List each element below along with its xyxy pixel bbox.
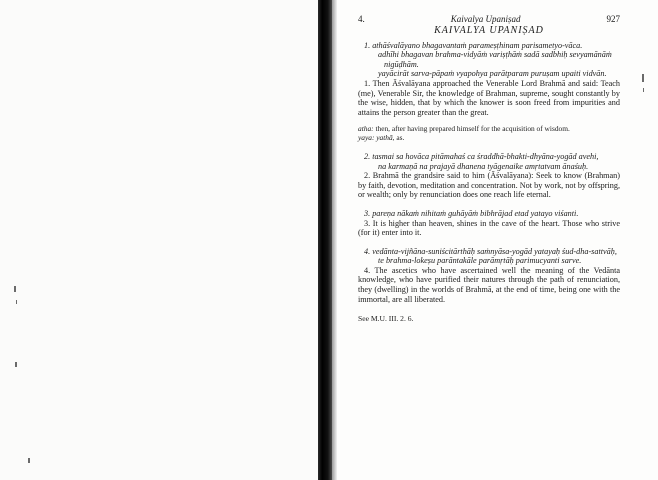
verse-1-line-1: 1. athāśvalāyano bhagavantaṁ parameṣṭhinam parisametyo-vāca. (364, 40, 583, 50)
section-title: KAIVALYA UPANIṢAD (434, 25, 544, 36)
running-title: Kaivalya Upaniṣad (450, 14, 521, 24)
verse-1-line-3: yayācirāt sarva-pāpaṁ vyapohya parātparam puruṣam upaiti vidvān. (378, 69, 607, 79)
margin-mark (643, 88, 644, 92)
verse-4-line-1: 4. vedānta-vijñāna-suniścitārthāḥ saṁnyāsa-yogād yatayaḥ śud-dha-sattvāḥ, (364, 246, 617, 256)
book-spine (318, 0, 332, 480)
margin-mark (15, 362, 17, 367)
note-1-text: then, after having prepared himself for the acquisition of wisdom. (373, 124, 570, 134)
verse-1-translation: 1. Then Āśvalāyana approached the Venerable Lord Brahmā and said: Teach (me), Venerable Sir, the knowledge of Brahman, supreme, sought constantly by the wise, hidden, that by which the knower is soon freed from impurities and attains the person greater than the great. (358, 78, 620, 117)
note-2-text: as. (394, 133, 405, 143)
left-page-blank (0, 0, 318, 480)
verse-3-line-1: 3. pareṇa nākaṁ nihitaṁ guhāyāṁ bibhrājad etad yatayo viśanti. (364, 208, 579, 218)
margin-mark (14, 286, 16, 292)
page-label: 4. (358, 14, 365, 24)
note-1-term: atha: (358, 124, 374, 134)
margin-mark (28, 458, 30, 463)
verse-3-translation: 3. It is higher than heaven, shines in the cave of the heart. Those who strive (for it) enter into it. (358, 218, 620, 238)
running-header (358, 14, 620, 24)
verse-4-line-2: te brahma-lokeṣu parāntakāle parāmṛtāḥ parimucyanti sarve. (378, 256, 582, 266)
note-2-term: yaya: yathā, (358, 133, 395, 143)
verse-2-line-2: na karmaṇā na prajayā dhanena tyāgenaike amṛtatvam ānaśuḥ. (378, 161, 589, 171)
verse-2-line-1: 2. tasmai sa hovāca pitāmahaś ca śraddhā-bhakti-dhyāna-yogād avehi, (364, 151, 599, 161)
cross-reference: See M.U. III. 2. 6. (358, 314, 414, 324)
margin-mark (16, 300, 17, 304)
verse-1-line-2: adhīhi bhagavan brahma-vidyāṁ variṣṭhāṁ sadā sadbhiḥ sevyamānāṁ nigūḍhām. (378, 50, 612, 69)
word-notes (358, 125, 620, 143)
verse-4-translation: 4. The ascetics who have ascertained well the meaning of the Vedānta knowledge, who have purified their natures through the path of renunciation, they (dwelling) in the worlds of Brahmā, at the end of time, being one with the immortal, are all liberated. (358, 265, 620, 304)
margin-mark (642, 74, 644, 82)
verse-2-translation: 2. Brahmā the grandsire said to him (Āśvalāyana): Seek to know (Brahman) by faith, devotion, meditation and concentration. Not by work, not by offspring, or wealth; only by renunciation does one reach life eternal. (358, 171, 620, 200)
page-number: 927 (606, 14, 620, 24)
page-text-block (358, 14, 620, 324)
